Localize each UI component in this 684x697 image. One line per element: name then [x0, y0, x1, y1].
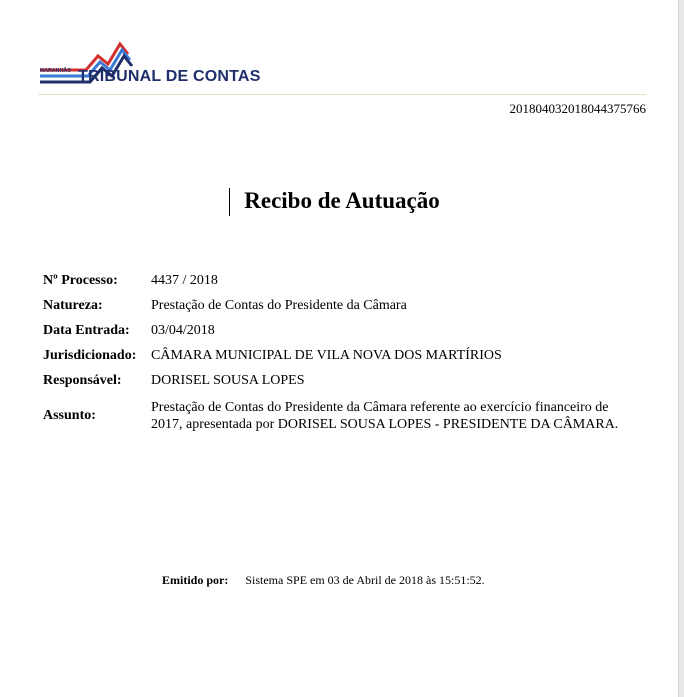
field-label: Nº Processo: [43, 273, 118, 288]
field-label: Responsável: [43, 373, 122, 388]
field-value: 03/04/2018 [151, 323, 215, 338]
emitted-value: Sistema SPE em 03 de Abril de 2018 às 15:51:52. [245, 573, 485, 587]
field-value: DORISEL SOUSA LOPES [151, 373, 305, 388]
emitted-by [162, 573, 485, 588]
field-row-subject [43, 399, 643, 433]
header-divider [38, 94, 646, 95]
field-label: Natureza: [43, 298, 103, 313]
field-label: Jurisdicionado: [43, 348, 137, 363]
document-number: 201804032018044375766 [509, 101, 646, 116]
logo-name: TRIBUNAL DE CONTAS [78, 68, 261, 85]
document-title: Recibo de Autuação [244, 188, 440, 213]
field-value: CÂMARA MUNICIPAL DE VILA NOVA DOS MARTÍRIOS [151, 348, 502, 363]
tribunal-logo [38, 38, 261, 90]
field-row-entry-date [43, 323, 641, 339]
field-row-nature [43, 298, 641, 314]
field-value: Prestação de Contas do Presidente da Câmara [151, 298, 407, 313]
field-value: 4437 / 2018 [151, 273, 218, 288]
emitted-label: Emitido por: [162, 573, 229, 587]
field-value: Prestação de Contas do Presidente da Câmara referente ao exercício financeiro de 2017, apresentada por DORISEL SOUSA LOPES - PRESIDENTE DA CÂMARA. [151, 400, 619, 432]
logo-state: MARANHÃO [40, 68, 72, 74]
field-row-jurisdiction [43, 348, 641, 364]
page-edge [678, 0, 684, 697]
field-row-responsible [43, 373, 641, 389]
field-label: Data Entrada: [43, 323, 130, 338]
field-label: Assunto: [43, 408, 96, 423]
field-row-process [43, 273, 641, 289]
